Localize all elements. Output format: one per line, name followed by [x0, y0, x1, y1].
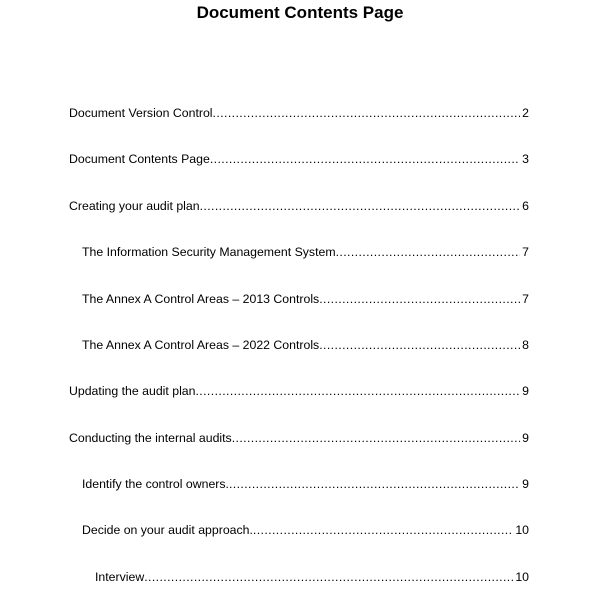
dot-leader	[319, 291, 520, 307]
toc-entry-label: Interview	[95, 570, 145, 584]
dot-leader	[144, 569, 513, 585]
toc-entry-page-number: 7	[522, 292, 529, 306]
toc-entry-page-number: 2	[522, 106, 529, 120]
toc-entry-label: The Annex A Control Areas – 2022 Controls	[82, 338, 320, 352]
toc-entry-annex-a-2013[interactable]	[82, 291, 529, 307]
dot-leader	[336, 244, 521, 260]
toc-entry-conducting-internal-audits[interactable]	[69, 430, 529, 446]
toc-entry-label: The Annex A Control Areas – 2013 Controls	[82, 292, 320, 306]
toc-entry-label: Document Version Control	[69, 106, 213, 120]
toc-entry-updating-audit-plan[interactable]	[69, 383, 529, 399]
toc-entry-page-number: 6	[522, 199, 529, 213]
toc-entry-annex-a-2022[interactable]	[82, 337, 529, 353]
toc-entry-page-number: 8	[522, 338, 529, 352]
toc-entry-page-number: 9	[522, 477, 529, 491]
toc-entry-page-number: 7	[522, 245, 529, 259]
dot-leader	[229, 476, 520, 492]
toc-entry-page-number: 9	[522, 384, 529, 398]
toc-entry-isms[interactable]	[82, 244, 529, 260]
toc-entry-label: Updating the audit plan	[69, 384, 196, 398]
toc-entry-page-number: 9	[522, 431, 529, 445]
toc-entry-label: Document Contents Page	[69, 152, 210, 166]
dot-leader	[210, 151, 520, 167]
toc-entry-page-number: 10	[515, 570, 529, 584]
dot-leader	[200, 198, 521, 214]
toc-entry-label: Decide on your audit approach.	[82, 523, 253, 537]
toc-entry-identify-control-owners[interactable]	[82, 476, 529, 492]
dot-leader	[213, 105, 521, 121]
toc-entry-label: Identify the control owners.	[82, 477, 229, 491]
toc-entry-label: The Information Security Management System	[82, 245, 336, 259]
toc-entry-decide-audit-approach[interactable]	[82, 522, 529, 538]
toc-entry-label: Creating your audit plan	[69, 199, 200, 213]
toc-entry-label: Conducting the internal audits	[69, 431, 232, 445]
page-title: Document Contents Page	[196, 3, 404, 22]
toc-entry-page-number: 3	[522, 152, 529, 166]
toc-entry-page-number: 10	[515, 523, 529, 537]
toc-entry-creating-audit-plan[interactable]	[69, 198, 529, 214]
dot-leader	[319, 337, 520, 353]
dot-leader	[195, 383, 520, 399]
toc-entry-document-contents-page[interactable]	[69, 151, 529, 167]
dot-leader	[232, 430, 520, 446]
toc-entry-document-version-control[interactable]	[69, 105, 529, 121]
toc-entry-interview[interactable]	[95, 569, 529, 585]
dot-leader	[253, 522, 513, 538]
